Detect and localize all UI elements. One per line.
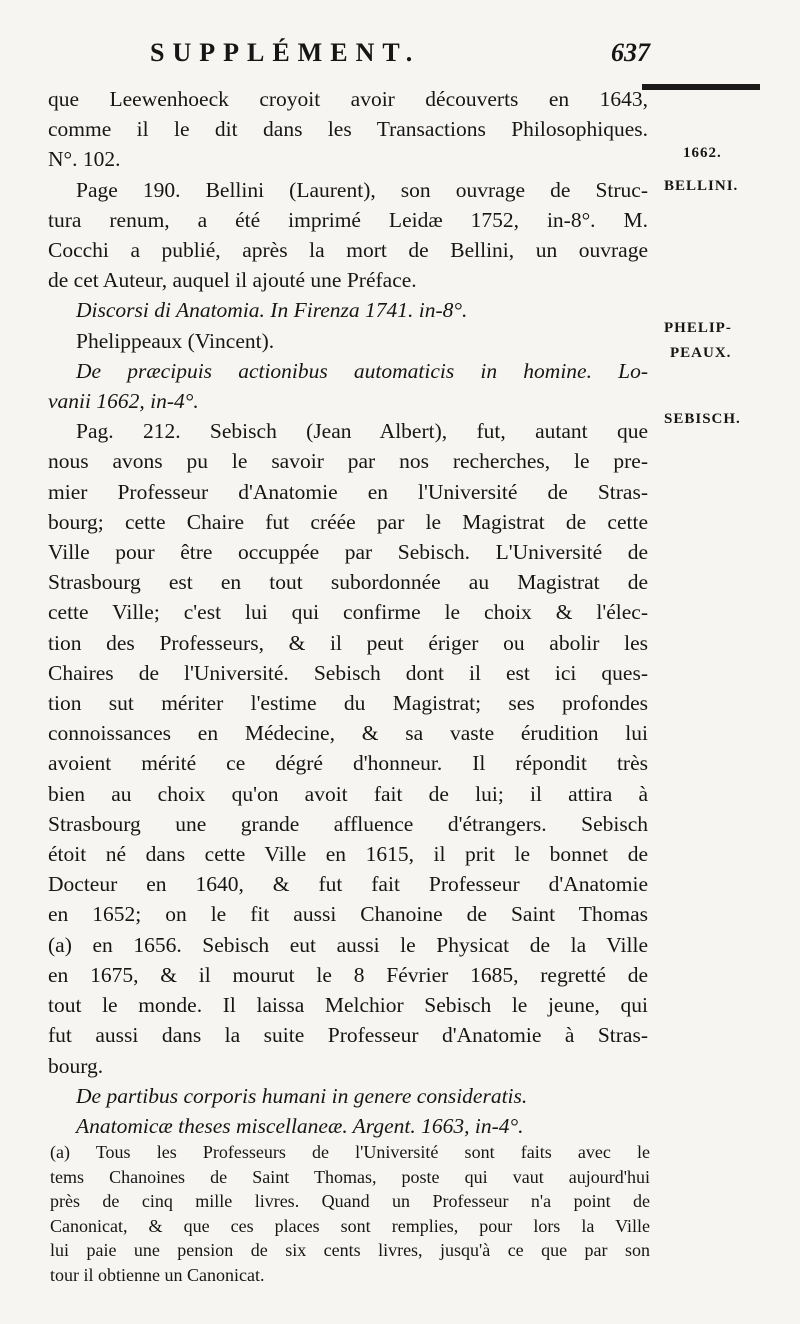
text-line: Strasbourg une grande affluence d'étrangers. Sebisch (48, 811, 648, 836)
main-text (48, 84, 648, 1141)
page-number: 637 (611, 38, 650, 67)
text-line: Ville pour être occuppée par Sebisch. L'Université de (48, 540, 648, 565)
text-line: Page 190. Bellini (Laurent), son ouvrage de Struc- (76, 177, 648, 202)
footnote (50, 1140, 650, 1287)
header-rule (642, 84, 760, 90)
text-line: connoissances en Médecine, & sa vaste érudition lui (48, 721, 648, 746)
text-line: mier Professeur d'Anatomie en l'Université de Stras- (48, 479, 648, 504)
text-line: cette Ville; c'est lui qui confirme le choix & l'élec- (48, 600, 648, 625)
text-line: bien au choix qu'on avoit fait de lui; il attira à (48, 781, 648, 806)
text-line: nous avons pu le savoir par nos recherches, le pre- (48, 449, 648, 474)
margin-note-1662: 1662. (683, 145, 722, 161)
margin-note-bellini: BELLINI. (664, 178, 739, 194)
text-line: en 1652; on le fit aussi Chanoine de Saint Thomas (48, 902, 648, 927)
footnote-line: près de cinq mille livres. Quand un Professeur n'a point de (50, 1191, 650, 1211)
text-line: étoit né dans cette Ville en 1615, il prit le bonnet de (48, 842, 648, 867)
text-line: Cocchi a publié, après la mort de Bellini, un ouvrage (48, 238, 648, 263)
margin-note-sebisch: SEBISCH. (664, 411, 741, 427)
text-line: fut aussi dans la suite Professeur d'Anatomie à Stras- (48, 1023, 648, 1048)
text-line: Phelippeaux (Vincent). (76, 328, 275, 353)
text-line: comme il le dit dans les Transactions Philosophiques. (48, 117, 648, 142)
text-line: tion des Professeurs, & il peut ériger ou abolir les (48, 630, 648, 655)
footnote-line: tour il obtienne un Canonicat. (50, 1264, 265, 1285)
text-line: de cet Auteur, auquel il ajouté une Préface. (48, 268, 417, 293)
text-line: N°. 102. (48, 147, 121, 172)
text-line: tion sut mériter l'estime du Magistrat; ses profondes (48, 691, 648, 716)
text-line: Strasbourg est en tout subordonnée au Magistrat de (48, 570, 648, 595)
text-line: Discorsi di Anatomia. In Firenza 1741. in-8°. (76, 298, 468, 323)
page-header (150, 38, 650, 68)
text-line: Pag. 212. Sebisch (Jean Albert), fut, autant que (76, 419, 648, 444)
text-line: avoient mérité ce dégré d'honneur. Il répondit très (48, 751, 648, 776)
footnote-line: lui paie une pension de six cents livres, jusqu'à ce que par son (50, 1240, 650, 1260)
text-line: tout le monde. Il laissa Melchior Sebisch le jeune, qui (48, 993, 648, 1018)
text-line: vanii 1662, in-4°. (48, 389, 199, 414)
margin-note-peaux: PEAUX. (670, 345, 732, 361)
text-line: en 1675, & il mourut le 8 Février 1685, regretté de (48, 962, 648, 987)
margin-note-phelip: PHELIP- (664, 320, 732, 336)
text-line: bourg; cette Chaire fut créée par le Magistrat de cette (48, 509, 648, 534)
text-line: bourg. (48, 1053, 104, 1078)
footnote-line: (a) Tous les Professeurs de l'Université sont faits avec le (50, 1142, 650, 1162)
text-line: De præcipuis actionibus automaticis in homine. Lo- (76, 358, 648, 383)
text-line: De partibus corporis humani in genere consideratis. (76, 1083, 528, 1108)
text-line: que Leewenhoeck croyoit avoir découverts en 1643, (48, 87, 648, 111)
text-line: (a) en 1656. Sebisch eut aussi le Physicat de la Ville (48, 932, 648, 957)
running-head: SUPPLÉMENT. (150, 38, 421, 67)
footnote-line: tems Chanoines de Saint Thomas, poste qui vaut aujourd'hui (50, 1166, 650, 1187)
text-line: Chaires de l'Université. Sebisch dont il est ici ques- (48, 660, 648, 685)
footnote-line: Canonicat, & que ces places sont remplies, pour lors la Ville (50, 1215, 650, 1236)
text-line: Docteur en 1640, & fut fait Professeur d'Anatomie (48, 872, 648, 897)
text-line: Anatomicæ theses miscellaneæ. Argent. 1663, in-4°. (76, 1113, 524, 1138)
text-line: tura renum, a été imprimé Leidæ 1752, in-8°. M. (48, 207, 648, 232)
